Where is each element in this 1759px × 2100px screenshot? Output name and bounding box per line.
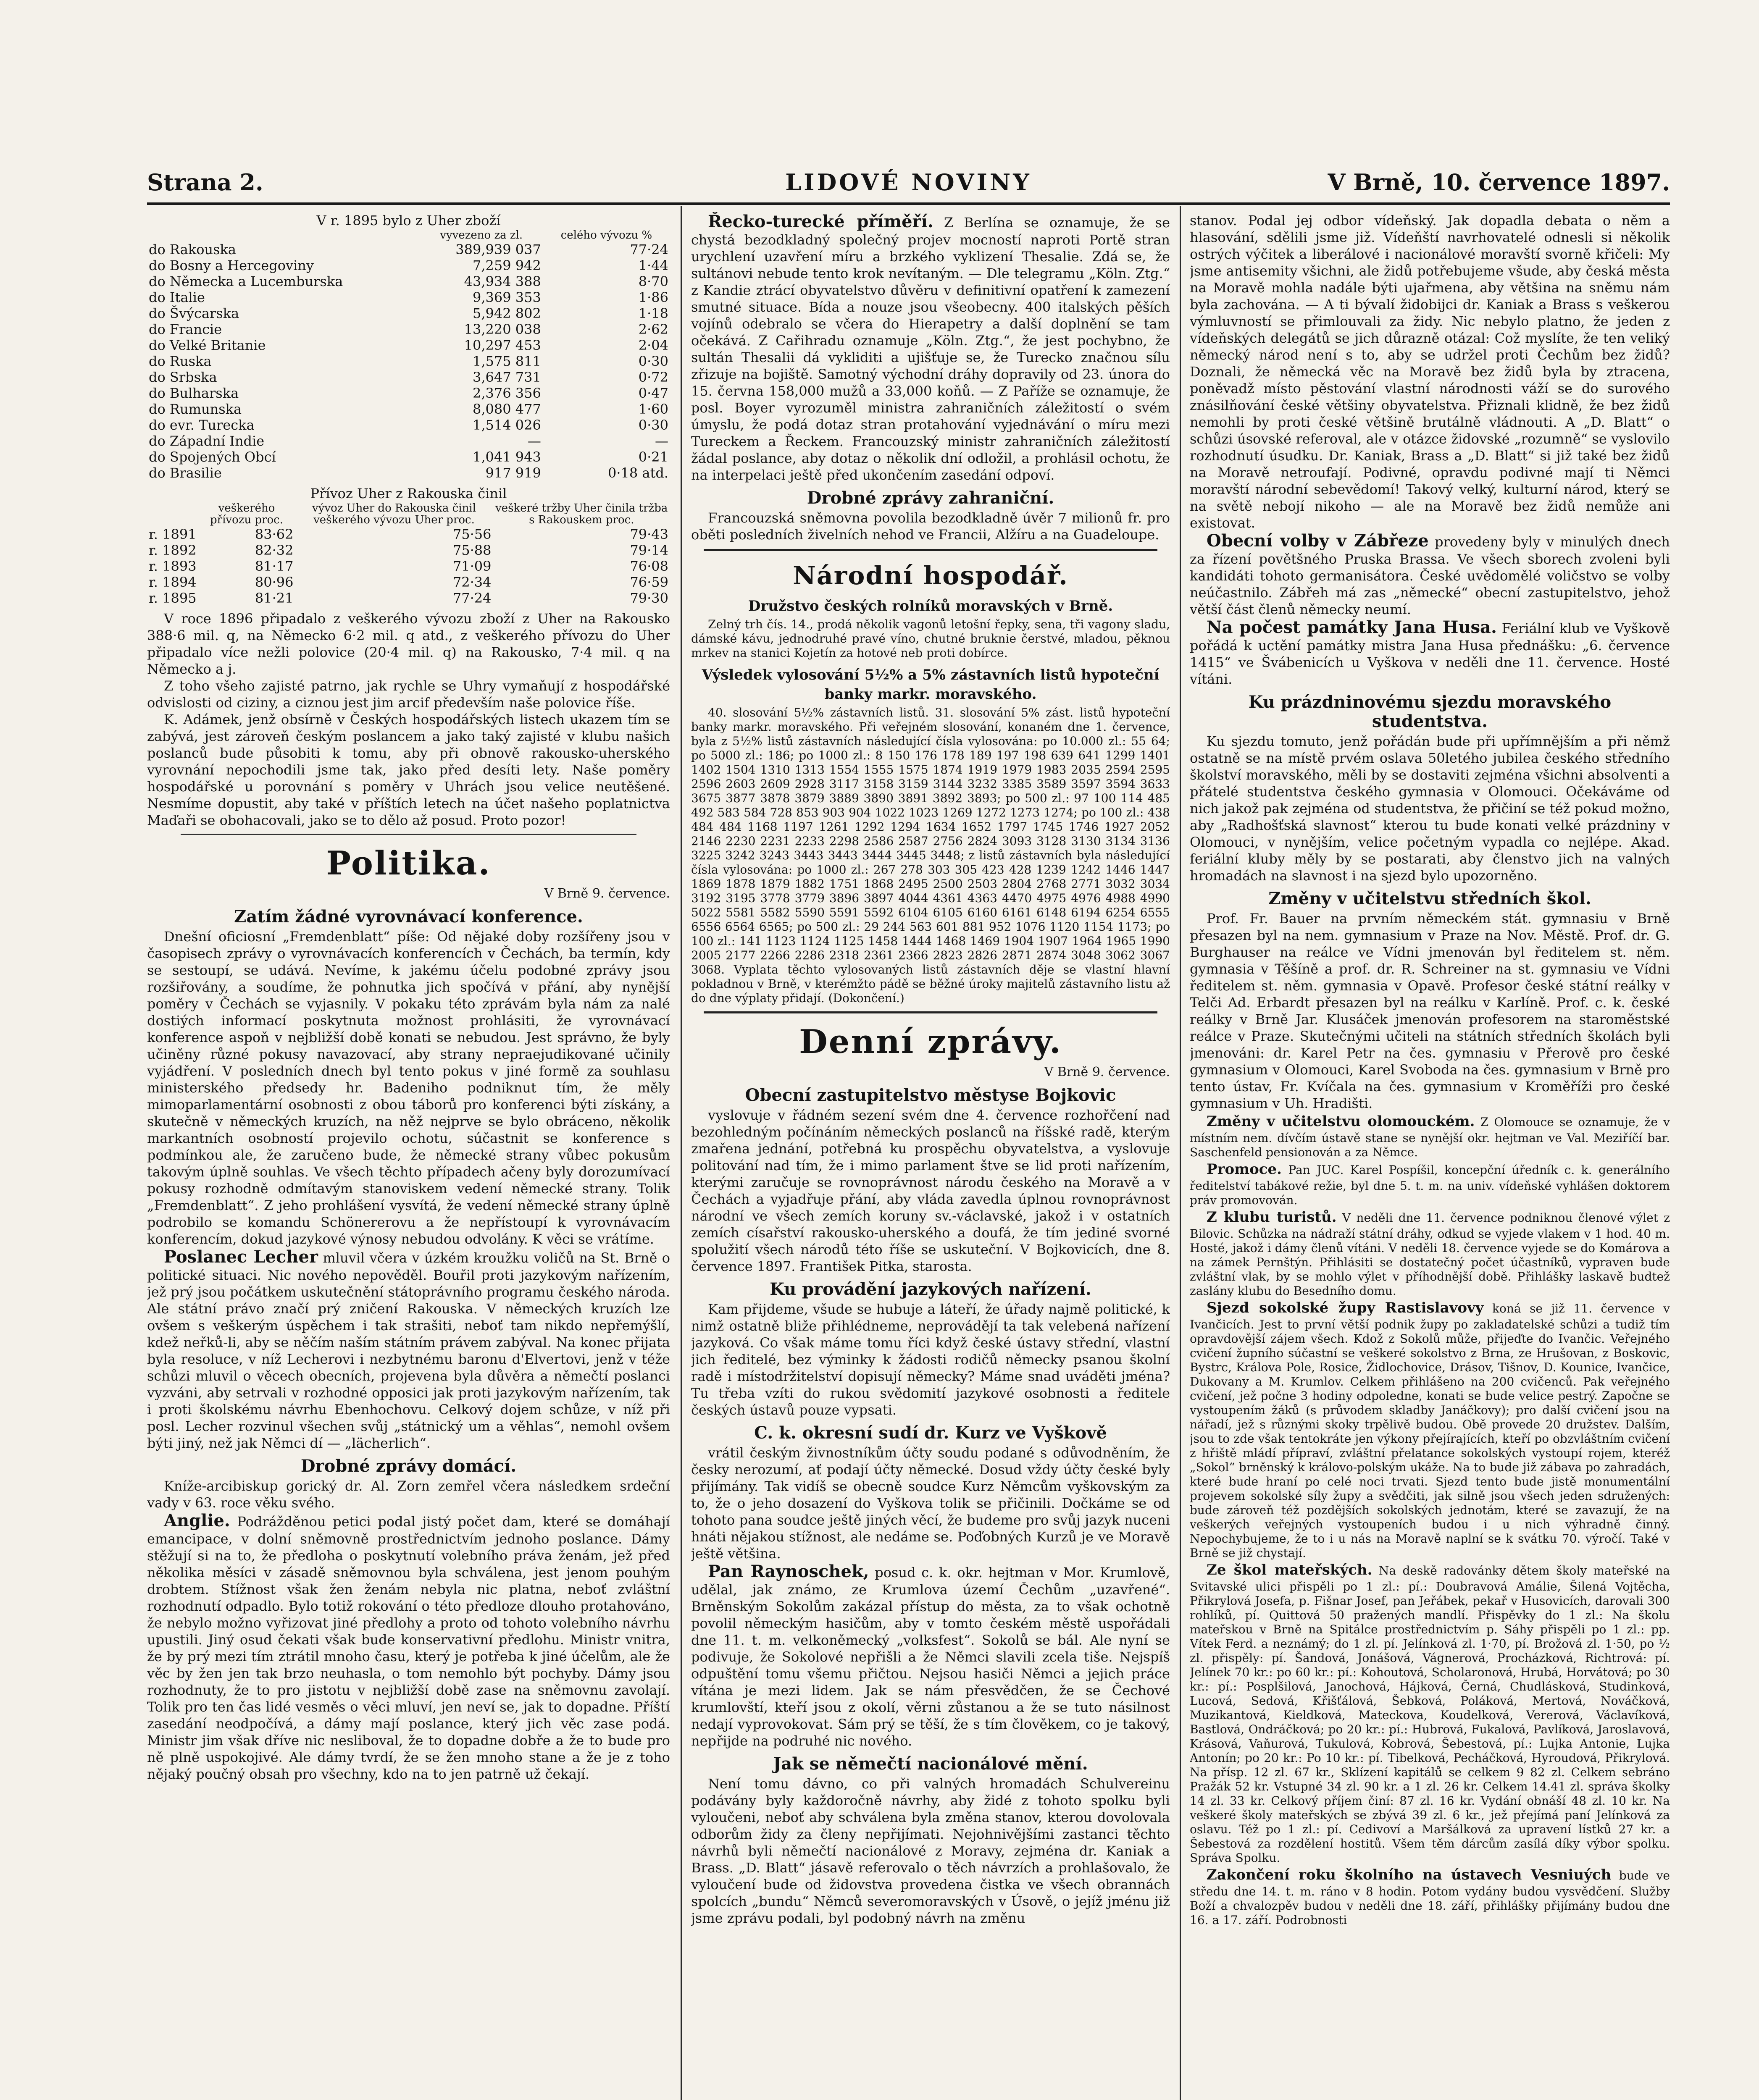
export-percent: — — [655, 433, 668, 449]
article-body: Kam přijdeme, všude se hubuje a láteří, že úřady najmě politické, k nimž ostatně bliže přihlédneme, neprovádějí ta tak velebená nařízení jazyková. Co však máme tomu říci když české ústavy střední, vlastní jich ředitelé, bez výminky k žádosti rodičů německy psanou školní radě i místodržitelství dopisují německy? Máme snad uváděti jména? Tu třeba vzíti do rukou svědomití jazykové osobnosti a ředitele českých ústavů pouze vypsati. — [691, 1301, 1170, 1418]
export-value: 1,575 811 — [473, 353, 541, 369]
article-body: koná se již 11. července v Ivančicích. Jest to první větší podnik župy po zakladatelské schůzi a tudiž tím opravdovější zájem všech. Kdož z Sokolů může, přijeďte do Ivančic. Veřejného cvičení župního súčastní se veškeré sokolstvo z Brna, ze Hrušovan, z Boskovic, Bystrc, Králova Pole, Rosice, Židlochovice, Drásov, Tišnov, D. Kounice, Ivančice, Dukovany a M. Krumlov. Celkem přihlášeno na 200 cvičenců. Pak veřejného cvičení, jež počne 3 hodiny odpoledne, konati se bude velice pestrý. Započne se vystoupením žáků (s průvodem skladby Janáčkovy); pro další cvičení jsou na nářadí, jež s různými skoky trpělivě budou. Obě provede 20 družstev. Dalším, jsou to zde však tentokráte jen výkony přejírajících, kteří po obzvláštním cvičení z hřiště mládí přípraví, zvláštní přelatance sokolských vystoupí rojem, kteréž „Sokol“ brněnský k královo-polským ukáže. Na to bude již zábava po zahradách, které bude hraní po celé noci trvati. Sjezd tento bude jistě monumentální projevem sokolské síly župy a svědčiti, jak silně jsou všech jeden sdružených: bude zároveň též pozdějších sokolských jednotám, které se zavazují, že na veškerých veřejných vystoupeních budou i u nich výhradně činný. Nepochybujeme, že to i u nás na Moravě naplní se k svátku 70. výročí. Také v Brně se již chystají. — [1190, 1302, 1670, 1560]
article-body: Pan JUC. Karel Pospíšil, koncepční úředník c. k. generálního ředitelství tabákové režie, byl dne 5. t. m. na univ. vídeňské vyhlášen doktorem práv promovován. — [1190, 1163, 1670, 1207]
dateline: V Brně 9. července. — [1044, 1065, 1170, 1079]
trade-share: 76·59 — [630, 574, 668, 590]
export-percent: 1·44 — [638, 257, 668, 273]
export-destination: do Švýcarska — [149, 305, 239, 321]
divider — [704, 1011, 1157, 1013]
export-percent: 0·72 — [638, 369, 668, 385]
article-body: Francouzská sněmovna povolila bezodkladně úvěr 7 milionů fr. pro oběti posledních živelních nehod ve Francii, Alžíru a na Guadeloupe. — [691, 510, 1170, 543]
article-headline: Zakončení roku školního na ústavech Vesniuých — [1207, 1866, 1612, 1883]
trade-share: 76·08 — [630, 558, 668, 574]
article-body: Z Berlína se oznamuje, že se chystá bezodkladný společný projev mocností naproti Portě stran urychlení uzavření míru a brzkého vyklizení Thesalie. Zdá se, že sultánovi nebude tento krok nevítaným. — Dle telegramu „Köln. Ztg.“ z Kandie ztrácí obyvatelstvo důvěru v definitivní opatření k zamezení smutné situace. Bída a nouze jsou všeobecny. 400 italských pěších vojínů odebralo se včera do Hierapetry a další doplnění se tam očekává. Z Cařihradu oznamuje „Köln. Ztg.“, že jest pochybno, že sultán Thesalii dá vykliditi a ujišťuje se, že Turecko značnou sílu zřizuje na bojiště. Samotný východní dráhy dopravily od 23. února do 15. června 158,000 mužů a 33,000 koňů. — Z Paříže se oznamuje, že posl. Boyer vyrozuměl ministra zahraničních záležitostí o svém úmyslu, že podá dotaz stran protahování vyjednávání o míru mezi Tureckem a Řeckem. Francouzský ministr zahraničních záležitostí žádal poslance, aby dotaz o několik dní odložil, a prohlásil ochotu, že na interpelaci ještě před ukončením zasedání odpoví. — [691, 215, 1170, 483]
article-body: Feriální klub ve Vyškově pořádá k uctění památky mistra Jana Husa přednášku: „6. července 1415“ ve Švábenicích u Vyškova v neděli dne 11. července. Hosté vítáni. — [1190, 620, 1670, 687]
article-body: vrátil českým živnostníkům účty soudu podané s odůvodněním, že česky nerozumí, ať podají účty německé. Dosud vždy účty české byly přijímány. Tak vidíš se obecně soudce Kurz Němcům vyškovským za to, že o jeho dosazení do Vyškova tolik se přičinili. Dočkáme se od tohoto pana soudce ještě jiných věcí, že budeme pro svůj jazyk nuceni hnáti nějakou stížnost, ale nedáme se. Poďobných Kurzů je ve Moravě ještě většina. — [691, 1445, 1170, 1562]
article-body: Podrážděnou petici podal jistý počet dam, které se domáhají emancipace, v dolní sněmovně prostřednictvím jednoho poslance. Dámy stěžují si na to, že předloha o poskytnutí volebního práva ženám, jež před několika měsíci v zásadě sněmovnou byla schválena, jest jenom pouhým drobtem. Stížnost však žen ženám nebyla nic platna, neboť zvláštní rozhodnutí odpadlo. Bylo totiž rokování o této předloze dlouho protahováno, že nebylo možno vyřizovat jiné předlohy a proto od tohoto volebního návrhu upustili. Jiný osud čekati však bude konservativní předlohu. Ministr vnitra, že by prý mezi tím ztrátil mnoho času, který je potřeba k jiné účelům, ale že věc by žen jen tak brzo neuhasla, o tom nemohlo být pochyby. Dámy jsou rozhodnuty, že to pro jistotu v nejbližší době zase na sněmovnu zavolají. Tolik pro ten čas lidé vesměs o věci mluví, jen neví se, jak to dopadne. Příští zasedání neodpočívá, a dámy mají poslance, který jich věc zase podá. Ministr jim však dříve nic nesliboval, že to dopadne dobře a že to bude pro ně plně uspokojivé. Ale dámy tvrdí, že se žen mnoho stane a že je z toho nějaký poučný obsah pro všechny, kdo na to jen patrně už čekají. — [147, 1514, 670, 1782]
article-headline: Z klubu turistů. — [1207, 1209, 1337, 1226]
article-body: posud c. k. okr. hejtman v Mor. Krumlově, udělal, jak známo, ze Krumlova území Čechům „uzavřené“. Brněnským Sokolům zakázal přístup do města, za to však ochotně povolil německým hasičům, aby v tomto českém městě uspořádali dne 11. t. m. velkoněmecký „volksfest“. Sokolů se bál. Ale nyní se podivuje, že Sokolové nepřišli a že Němci slavili zcela tiše. Nejspíš odpuštění tomu všemu přičtou. Nejsou hasiči Němci a jejich práce vítána je mezi lidem. Jak se nám přesvědčen, že se Čechové krumlovští, kteří jsou z okolí, věrni zůstanou a že se tuto násilnost nedají vyprovokovat. Sám prý se těší, že s tím člověkem, co je takový, nepřijde na podruhé nic nového. — [691, 1564, 1170, 1749]
column-divider-1 — [681, 206, 682, 2100]
exports-row — [147, 337, 670, 353]
divider — [704, 549, 1157, 551]
exports-row — [147, 433, 670, 449]
export-share: 75·56 — [452, 526, 492, 542]
exports-row — [147, 449, 670, 465]
imports-row — [147, 542, 670, 558]
exports-row — [147, 273, 670, 289]
export-value: 1,041 943 — [473, 449, 541, 465]
article-headline: Jak se němečtí nacionálové mění. — [773, 1754, 1088, 1774]
export-value: 3,647 731 — [473, 369, 541, 385]
imports-head-b: vývoz Uher do Rakouska činil veškerého vývozu Uher proc. — [312, 502, 476, 526]
article-headline: Promoce. — [1207, 1161, 1282, 1178]
export-destination: do Brasilie — [149, 465, 222, 481]
import-year: r. 1891 — [149, 526, 197, 542]
export-value: 13,220 038 — [464, 321, 541, 337]
article-body: Prof. Fr. Bauer na prvním německém stát. gymnasiu v Brně přesazen byl na nem. gymnasium v Praze na Nov. Městě. Prof. dr. G. Burghauser na reálce ve Vídni jmenován byl ředitelem st. něm. gymnasia v Těšíně a prof. dr. R. Schreiner na st. gymnasiu ve Vídni ředitelem st. něm. gymnasia v Opavě. Profesor české státní reálky v Telči Ad. Erbardt přesazen byl na reálku v Karlíně. Prof. c. k. české reálky v Brně Jar. Klusáček jmenován profesorem na staroměstské reálce v Praze. Skutečnými učiteli na státních středních školách byli jmenováni: dr. Karel Petr na čes. gymnasiu v Přerově pro české gymnasium v Olomouci, Karel Svoboda na čes. gymnasium v Brně pro tento ústav, Fr. Kvíčala na čes. gymnasium v Kroměříži pro české gymnasium v Uh. Hradišti. — [1190, 911, 1670, 1111]
imports-row — [147, 574, 670, 590]
export-percent: 0·30 — [638, 417, 668, 433]
imports-head-a: veškerého přívozu proc. — [210, 502, 284, 526]
export-percent: 0·18 atd. — [607, 465, 668, 481]
export-share: 71·09 — [452, 558, 492, 574]
article-body: Není tomu dávno, co při valných hromadách Schulvereinu podávány byly každoročně návrhy, aby židé z tohoto spolku byli vyloučeni, neboť aby schválena byla změna stanov, kterou dovolovala odborům židy za členy nepřijímati. Nejohnivějšími zastanci těchto návrhů byli němečtí nacionálové z Moravy, zejména dr. Kaniak a Brass. „D. Blatt“ jásavě referovalo o těch návrzích a prohlašovalo, že vyloučení bude od židovstva provedena čistka ve všech obrannách spolcích „bundu“ Němců severomoravských v Úsově, o jejíž jménu již jsme zprávu podali, byl podobný návrh na změnu — [691, 1776, 1170, 1926]
export-percent: 2·04 — [638, 337, 668, 353]
export-percent: 0·21 — [638, 449, 668, 465]
article-headline: Ze škol mateřských. — [1207, 1562, 1372, 1578]
exports-row — [147, 385, 670, 401]
exports-row — [147, 242, 670, 257]
dateline: V Brně 9. července. — [544, 886, 670, 901]
article-headline: Změny v učitelstvu středních škol. — [1268, 889, 1591, 908]
article-headline: Drobné zprávy domácí. — [300, 1456, 517, 1476]
export-destination: do Německa a Lucemburska — [149, 273, 343, 289]
exports-title: V r. 1895 bylo z Uher zboží — [316, 213, 501, 228]
masthead: LIDOVÉ NOVINY — [785, 169, 1032, 196]
import-share: 83·62 — [255, 526, 294, 542]
export-destination: do Italie — [149, 289, 205, 305]
trade-share: 79·30 — [630, 590, 668, 606]
exports-row — [147, 465, 670, 481]
import-share: 80·96 — [255, 574, 294, 590]
article-body: Zelný trh čís. 14., prodá několik vagonů letošní řepky, sena, tři vagony sladu, dámské kávu, jednodruhé pravé víno, chutné bruknie čerstvé, mladou, pěknou mrkev na stanici Kojetín za hotové neb proti dobírce. — [691, 617, 1170, 660]
article-headline: Změny v učitelstvu olomouckém. — [1207, 1113, 1475, 1130]
export-destination: do Srbska — [149, 369, 217, 385]
export-percent: 1·60 — [638, 401, 668, 417]
import-year: r. 1893 — [149, 558, 197, 574]
exports-row — [147, 321, 670, 337]
export-percent: 0·47 — [638, 385, 668, 401]
article-headline: Sjezd sokolské župy Rastislavovy — [1207, 1299, 1484, 1316]
export-percent: 1·18 — [638, 305, 668, 321]
export-share: 75·88 — [452, 542, 492, 558]
divider — [181, 834, 636, 835]
article-body: mluvil včera v úzkém kroužku voličů na St. Brně o politické situaci. Nic nového nepověděl. Bouřil proti jazykovým nařízením, jež prý jsou počátkem uskutečnění státoprávního programu českého národa. Ale státní právo značí prý zničení Rakouska. V německých kruzích lze ovšem s veškerým úspěchem i tak strašiti, neboť tam nikdo nepřemýšlí, kdež neřků-li, aby se něčím naším státním právem zabýval. Na konec přijata byla resoluce, v níž Lecherovi i nezbytnému baronu d'Elvertovi, jenž v téže schůzi mluvil o věcech obecních, projevena byla důvěra a němečtí poslanci vyzváni, aby setrvali v rozhodné opposici jak proti jazykovým nařízením, tak i proti školskému návrhu Ebenhochovu. Celkový dojem schůze, v níž při posl. Lecher rozvinul všechen svůj „státnický um a věhlas“, nemohl ovšem býti jiný, než jak Němci dí — „lächerlich“. — [147, 1250, 670, 1451]
exports-row — [147, 305, 670, 321]
export-destination: do Ruska — [149, 353, 212, 369]
export-share: 77·24 — [452, 590, 492, 606]
issue-date: V Brně, 10. července 1897. — [1328, 169, 1670, 196]
page-header — [147, 169, 1670, 198]
column-3 — [1190, 212, 1670, 2100]
export-destination: do Západní Indie — [149, 433, 265, 449]
column-1 — [147, 212, 670, 2100]
export-value: 8,080 477 — [473, 401, 541, 417]
article-headline: Výsledek vylosování 5½% a 5% zástavních listů hypoteční banky markr. moravského. — [702, 667, 1160, 703]
export-value: 2,376 356 — [473, 385, 541, 401]
article-body: bude ve středu dne 14. t. m. ráno v 8 hodin. Potom vydány budou vysvědčení. Služby Boží a chvalozpěv budou v neděli dne 18. září, přihlášky přijímány budou dne 16. a 17. září. Podrobnosti — [1190, 1869, 1670, 1927]
article-body: vyslovuje v řádném sezení svém dne 4. července rozhořčení nad bezohledným počínáním německých poslanců na říšské radě, kterým zmařena jednání, potřebná ku prospěchu obyvatelstva, a vyslovuje politování nad tím, že i mimo parlament štve se lid proti nařízením, kterými zaručuje se rovnoprávnost národu českého na Moravě a v Čechách a vyjadřuje přání, aby vláda zavedla úplnou rovnoprávnost národní ve všech zemích koruny sv.-václavské, jakož i v ostatních zemích císařství rakousko-uherského a doufá, že tím jediné svorné spolužití všech národů této říše se uskuteční. V Bojkovicích, dne 8. července 1897. František Pitka, starosta. — [691, 1107, 1170, 1274]
article-headline: Poslanec Lecher — [164, 1247, 318, 1267]
article-headline: C. k. okresní sudí dr. Kurz ve Vyškově — [754, 1423, 1107, 1443]
article-headline: Obecní volby v Zábřeze — [1207, 531, 1429, 551]
import-year: r. 1895 — [149, 590, 197, 606]
article-headline: Zatím žádné vyrovnávací konference. — [234, 907, 583, 927]
exports-head-pct: celého vývozu % — [560, 229, 652, 242]
article-headline: Ku prázdninovému sjezdu moravského studentstva. — [1248, 692, 1612, 731]
page-number: Strana 2. — [147, 169, 263, 196]
exports-row — [147, 257, 670, 273]
exports-row — [147, 353, 670, 369]
export-share: 72·34 — [452, 574, 492, 590]
export-value: 1,514 026 — [473, 417, 541, 433]
paragraph: K. Adámek, jenž obsírně v Českých hospodářských listech ukazem tím se zabývá, jest zároveň českým poslancem a jako taký zajisté v klubu našich poslanců bude působiti k tomu, aby při obnově rakousko-uherského vyrovnání nepochodili jsme tak, jako před desíti lety. Naše poměry hospodářské u porovnání s poměry v Uhrách jsou velice neutěšené. Nesmíme dopustit, aby také v příštích letech na účet našeho poplatnictva Maďaři se obohacovali, jako se to dělo až posud. Proto pozor! — [147, 711, 670, 828]
export-destination: do Francie — [149, 321, 222, 337]
article-headline: Ku provádění jazykových nařízení. — [770, 1279, 1091, 1299]
export-destination: do Rakouska — [149, 242, 236, 257]
export-destination: do Velké Britanie — [149, 337, 266, 353]
exports-head-value: vyvezeno za zl. — [440, 229, 523, 242]
article-headline: Drobné zprávy zahraniční. — [807, 488, 1054, 508]
export-percent: 0·30 — [638, 353, 668, 369]
article-body: provedeny byly v minulých dnech za řízení povětšného Pruska Brassa. Ve všech sborech zvoleni byli kandidáti tohoto germanisátora. České uvědomělé voličstvo se volby neúčastnilo. Zábřeh má zas „německé“ obecní zastupitelstvo, jehož větší část členů německy neumí. — [1190, 534, 1670, 617]
article-body: Dnešní oficiosní „Fremdenblatt“ píše: Od nějaké doby rozšířeny jsou v časopisech zprávy o vyrovnávacích konferencích v Čechách, ba termín, kdy se sestoupí, se udává. Nevíme, k jakému účelu podobné zprávy jsou rozšiřovány, a soudíme, že pohnutka jich spočívá v přání, aby nynější poměry v Čechách se vyjasnily. V pokaku této zprávám byla nám za nalé dostiých informací poskytnuta možnost prohlásiti, že vyrovnávací konference aspoň v nejbližší době konati se nebudou. Jest správno, že byly učiněny různé pokusy navazovací, aby strany nepraejudikované učinily vyjádření. V posledních dnech byl tento pokus v jiné formě za souhlasu ministerského předsedy hr. Badeniho podniknut tím, že měly mimoparlamentární osobnosti z obou táborů pro konferenci býti získány, a skutečně v německých kruzích, na něž nejprve se bylo obráceno, několik markantních osobností projevilo ochotu, súčastnit se konference s podmínkou ale, že zaručeno bude, že německé strany vůbec pokusům takovým úplně souhlas. Ve všech těchto případech ačeny byly dorozumívací pokusy rozhodně odmítavým stanoviskem vedení německé strany. Tolik „Fremdenblatt“. Z jeho prohlášení vysvítá, že vedení německé strany úplně podrobilo se komandu Schönererovu a že nepřístoupí k vyrovnávacím konferencím, dokud jazykové výnosy nebudou odvolány. K věci se vrátíme. — [147, 929, 670, 1247]
article-headline: Pan Raynoschek, — [708, 1562, 869, 1581]
export-value: — — [527, 433, 541, 449]
exports-row — [147, 417, 670, 433]
export-value: 5,942 802 — [473, 305, 541, 321]
exports-row — [147, 401, 670, 417]
article-body: Kníže-arcibiskup gorický dr. Al. Zorn zemřel včera následkem srdeční vady v 63. roce věku svého. — [147, 1478, 670, 1511]
paragraph: V roce 1896 připadalo z veškerého vývozu zboží z Uher na Rakousko 388·6 mil. q, na Německo 6·2 mil. q atd., z veškerého přívozu do Uher připadalo více nežli polovice (20·4 mil. q) na Rakousko, 7·4 mil. q na Německo a j. — [147, 611, 670, 677]
exports-row — [147, 289, 670, 305]
export-destination: do Bulharska — [149, 385, 239, 401]
article-headline: Družstvo českých rolníků moravských v Brně. — [748, 598, 1113, 614]
section-title-narodni-hospodar: Národní hospodář. — [793, 561, 1068, 591]
paragraph: Z toho všeho zajisté patrno, jak rychle se Uhry vymaňují z hospodářské odvislosti od ciziny, a ciznou jest jim arcif především naše polovice říše. — [147, 678, 670, 711]
article-headline: Na počest památky Jana Husa. — [1207, 617, 1497, 637]
export-value: 43,934 388 — [464, 273, 541, 289]
export-percent: 1·86 — [638, 289, 668, 305]
article-body: Ku sjezdu tomuto, jenž pořádán bude při upřímnějším a při němž ostatně se na místě prvém oslava 50letého jubilea českého středního školství moravského, měli by se dostaviti zejména všichni absolventi a přátelé studentstva českého gymnasia v Olomouci. Očekáváme od nich jakož pak zejména od studentstva, že přičiní se též pokud možno, aby „Radhošťská slavnost“ kterou tu bude konati velké prázdniny v Olomouci, v nynějším, velice početným vypadla co nejlépe. Akad. feriální kluby měly by se postarati, aby členstvo jich na valných hromadách na slavnost i na sjezd bylo upozorněno. — [1190, 733, 1670, 884]
trade-share: 79·14 — [630, 542, 668, 558]
export-value: 917 919 — [485, 465, 541, 481]
imports-row — [147, 590, 670, 606]
article-body: stanov. Podal jej odbor vídeňský. Jak dopadla debata o něm a hlasování, sdělili jsme již. Vídeňští navrhovatelé odnesli si několik ostrých výčitek a liberálové i nacionálové moravští svorně křičeli: My jsme antisemity všichni, ale židů potřebujeme všude, aby česká města na Moravě mohla nadále býti ujařmena, aby většina na sněmu nám byla zachována. — A ti bývalí židobijci dr. Kaniak a Brass s veškerou výmluvností se přimlouvali za židy. Nic nebylo platno, že jeden z vídeňských delegátů se jich důrazně otázal: Což myslíte, že ten veliký německý národ není s to, aby se udržel proti Čechům bez židů? Doznali, že německá věc na Moravě bez židů byla by ztracena, poněvadž místo pěstování vlastní národnosti váží se do surového znásilňování české většiny obyvatelstva. Přiznali klidně, že bez židů nemohli by proti české většině brutálně vládnouti. A „D. Blatt“ o schůzi úsovské referoval, ale v otázce židovské „rozumně“ se vyslovilo rozhodnutí úsudku. Dr. Kaniak, Brass a „D. Blatt“ si již také bez židů na Moravě netroufají. Podivné, opravdu podivné mají ti Němci moravští národní sebevědomí! Takový velký, kulturní národ, který se na světě nebojí nikoho — ale na Moravě bez židů nemůže ani existovat. — [1190, 213, 1670, 531]
export-destination: do Bosny a Hercegoviny — [149, 257, 314, 273]
article-headline: Anglie. — [164, 1511, 230, 1530]
import-share: 81·21 — [255, 590, 294, 606]
imports-title: Přívoz Uher z Rakouska činil — [310, 486, 507, 501]
export-percent: 77·24 — [630, 242, 668, 257]
export-destination: do Spojených Obcí — [149, 449, 276, 465]
export-percent: 2·62 — [638, 321, 668, 337]
imports-row — [147, 526, 670, 542]
export-percent: 8·70 — [638, 273, 668, 289]
section-title-politika: Politika. — [326, 844, 491, 882]
column-2 — [691, 212, 1170, 2100]
article-headline: Řecko-turecké příměří. — [708, 212, 933, 231]
article-body: Na deskě radovánky dětem školy mateřské na Svitavské ulici přispěli po 1 zl.: pí.: Doubravová Amálie, Šilená Vojtěcha, Přikrylová Josefa, p. Fišnar Josef, pan Jeřábek, pekař v Husovicích, darovali 300 rohlíků, pí. Quittová 50 pražených mandlí. Přispěvky do 1 zl.: Na školu mateřskou v Brně na Spitálce prostřednictvím p. Sáhy přispěli po 1 zl.: pp. Vítek Ferd. a neznámý; do 1 zl. pí. Jelínková zl. 1·70, pí. Brožová zl. 1·50, po ½ zl. přispěly: pí. Šandová, Jonášová, Vágnerová, Procházková, Richtrová: pí. Jelínek 70 kr.: po 60 kr.: pí.: Kohoutová, Scholaronová, Hrubá, Horvátová; po 30 kr.: pí.: Posplšilová, Janochová, Hájková, Černá, Chudlásková, Studinková, Lucová, Sedová, Křišťálová, Šebková, Poláková, Mertová, Nováčková, Muzikantová, Kieldková, Mateckova, Koudelková, Vererová, Václavíková, Bastlová, Ondráčková; po 20 kr.: pí.: Hubrová, Fukalová, Pavlíková, Jaroslavová, Krásová, Vaňurová, Tukulová, Kobrová, Šebestová, pí.: Lujka Antonie, Lujka Antonín; po 20 kr.: Po 10 kr.: pí. Tibelková, Pecháčková, Hyroudová, Přikrylová. Na přísp. 12 zl. 67 kr., Sklízení kapitálů se celkem 9 82 zl. Celkem sebráno Pražák 52 kr. Vstupné 34 zl. 90 kr. a 1 zl. 26 kr. Celkem 14.41 zl. správa školky 14 zl. 33 kr. Celkový příjem činí: 87 zl. 16 kr. Vydání obnáší 48 zl. 10 kr. Na veškeré školy mateřských se zbývá 39 zl. 6 kr., jež přejímá paní Jelínková za oslavu. Též po 1 zl.: pí. Cedivoví a Maršálková za upravení lístků 27 kr. a Šebestová za rozdělení hostitů. Všem těm dárcům zasílá díky výbor spolku. Správa Spolku. — [1190, 1564, 1670, 1865]
export-destination: do evr. Turecka — [149, 417, 255, 433]
import-year: r. 1894 — [149, 574, 197, 590]
exports-row — [147, 369, 670, 385]
export-destination: do Rumunska — [149, 401, 242, 417]
section-title-denni-zpravy: Denní zprávy. — [799, 1023, 1062, 1061]
import-year: r. 1892 — [149, 542, 197, 558]
export-value: 389,939 037 — [455, 242, 541, 257]
imports-row — [147, 558, 670, 574]
header-rule — [147, 202, 1670, 205]
export-value: 9,369 353 — [473, 289, 541, 305]
imports-head-c: veškeré tržby Uher činila tržba s Rakouskem proc. — [495, 502, 668, 526]
export-value: 7,259 942 — [473, 257, 541, 273]
import-share: 81·17 — [255, 558, 294, 574]
article-body: V neděli dne 11. července podniknou členové výlet z Bilovic. Schůzka na nádraží státní dráhy, odkud se vyjede vlakem v 1 hod. 40 m. Hosté, jakož i dámy členů vítáni. V neděli 18. července vyjede se do Komárova a na zámek Pernštýn. Přihlásiti se dostatečný počet účastníků, vypraven bude zvláštní vlak, by se mohlo výlet v příhodnější době. Přihlášky laskavě budtež zaslány klubu do Besedního domu. — [1190, 1211, 1670, 1298]
import-share: 82·32 — [255, 542, 294, 558]
export-value: 10,297 453 — [464, 337, 541, 353]
article-body: 40. slosování 5½% zástavních listů. 31. slosování 5% zást. listů hypoteční banky markr. moravského. Při veřejném slosování, konaném dne 1. července, byla z 5½% listů zástavních následující čísla vylosována: po 10.000 zl.: 55 64; po 5000 zl.: 186; po 1000 zl.: 8 150 176 178 189 197 198 639 641 1299 1401 1402 1504 1310 1313 1554 1555 1575 1874 1919 1979 1983 2035 2594 2595 2596 2603 2609 2928 3117 3158 3159 3144 3232 3385 3589 3597 3594 3633 3675 3877 3878 3879 3889 3890 3891 3892 3893; po 500 zl.: 97 100 114 485 492 583 584 728 853 903 904 1022 1023 1269 1272 1273 1274; po 100 zl.: 438 484 484 1168 1197 1261 1292 1294 1634 1652 1797 1745 1746 1927 2052 2146 2230 2231 2233 2298 2586 2587 2756 2824 3093 3128 3130 3134 3136 3225 3242 3243 3443 3443 3444 3445 3448; z listů zástavních byla následující čísla vylosována: po 1000 zl.: 267 278 303 305 423 428 1239 1242 1446 1447 1869 1878 1879 1882 1751 1868 2495 2500 2503 2804 2768 2771 3032 3034 3192 3195 3778 3779 3896 3897 4044 4361 4363 4470 4975 4976 4988 4990 5022 5581 5582 5590 5591 5592 6104 6105 6160 6161 6148 6194 6254 6555 6556 6564 6565; po 500 zl.: 29 244 563 601 881 952 1076 1120 1154 1173; po 100 zl.: 141 1123 1124 1125 1458 1444 1468 1469 1904 1907 1964 1965 1990 2005 2177 2266 2286 2318 2361 2366 2823 2826 2871 2874 3048 3062 3067 3068. Vyplata těchto vylosovaných listů zástavních děje se vlastní hlavní pokladnou v Brně, v kterémžto pádě se běžné úroky majitelů zástavního listu až do dne výplaty přidají. (Dokončení.) — [691, 706, 1170, 1005]
trade-share: 79·43 — [630, 526, 668, 542]
column-divider-2 — [1180, 206, 1181, 2100]
exports-table — [147, 229, 670, 481]
article-headline: Obecní zastupitelstvo městyse Bojkovic — [745, 1085, 1116, 1105]
article-body: Z Olomouce se oznamuje, že v místním nem. dívčím ústavě stane se nynější okr. hejtman ve Val. Meziříčí bar. Saschenfeld pensionován a za Němce. — [1190, 1115, 1670, 1159]
imports-table — [147, 502, 670, 606]
